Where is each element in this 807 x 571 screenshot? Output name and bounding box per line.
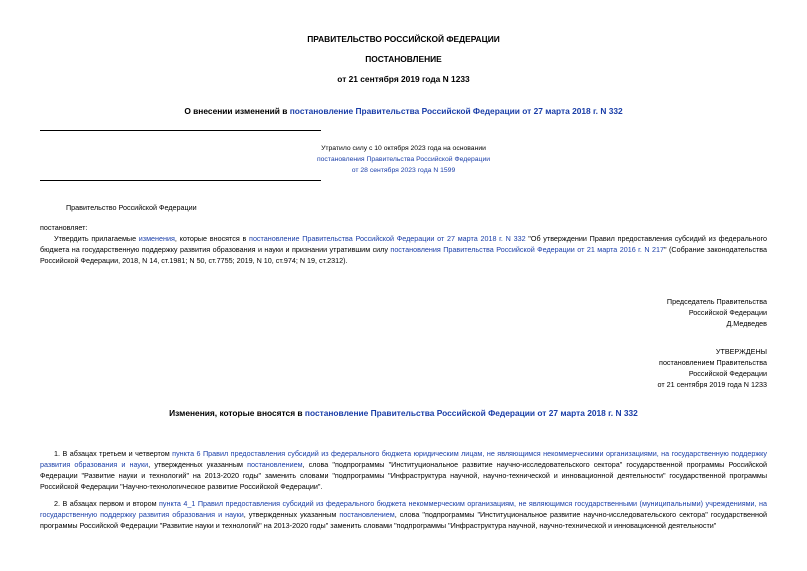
divider-top <box>40 130 321 131</box>
approved-line4: от 21 сентября 2019 года N 1233 <box>657 380 767 389</box>
changes-title-prefix: Изменения, которые вносятся в <box>169 408 305 418</box>
status-note-link-1[interactable]: постановления Правительства Российской Федерации <box>316 156 491 163</box>
preamble-decrees: постановляет: <box>40 223 88 232</box>
item1-text-3: , слова "подпрограммы "Институциональное развитие научно-исследовательского сектора" государственной программы Российской Федерации "Развитие науки и технологий" на 2013-2020 годы" заменить словами "подпрограммы "Инфраструктура научной, научно-технической и инновационной деятельности" государственной программы Российской Федерации "Научно-технологическое развитие Российской Федерации". <box>40 460 767 491</box>
item2-point-link[interactable]: пункта 4_1 Правил предоставления субсидий из федерального бюджета некоммерческим организациям, не являющимся государственными (муниципальными) учреждениями, на государственную поддержку развития образования и науки <box>40 499 768 519</box>
item1-point-link[interactable]: пункта 6 Правил предоставления субсидий из федерального бюджета юридическим лицам, не являющимся некоммерческими организациями, на государственную поддержку развития образования и науки <box>40 449 767 469</box>
main-text-2: , которые вносятся в <box>174 234 250 243</box>
preamble-government: Правительство Российской Федерации <box>66 203 197 212</box>
status-note-link-2[interactable]: от 28 сентября 2023 года N 1599 <box>351 167 456 174</box>
approved-line1: УТВЕРЖДЕНЫ <box>715 347 767 356</box>
main-paragraph <box>40 233 767 266</box>
status-note-line3 <box>0 165 807 176</box>
document-title <box>0 106 807 117</box>
item2-text-3: , слова "подпрограммы "Институциональное развитие научно-исследовательского сектора" государственной программы Российской Федерации "Развитие науки и технологий" на 2013-2020 годы" заменить словами "подпрограммы "Инфраструктура научной, научно-технической и инновационной деятельности" <box>40 510 767 530</box>
item1-text-1: 1. В абзацах третьем и четвертом <box>54 449 173 458</box>
header-doctype: ПОСТАНОВЛЕНИЕ <box>365 54 442 64</box>
approved-line2: постановлением Правительства <box>659 358 767 367</box>
item-2 <box>40 498 767 531</box>
status-note-line1: Утратило силу с 10 октября 2023 года на основании <box>321 145 486 152</box>
decree-332-link[interactable]: постановление Правительства Российской Федерации от 27 марта 2018 г. N 332 <box>249 234 526 243</box>
item1-decree-link[interactable]: постановлением <box>247 460 303 469</box>
status-note-line2 <box>0 154 807 165</box>
signature-line1: Председатель Правительства <box>666 297 767 306</box>
item1-text-2: , утвержденных указанным <box>148 460 248 469</box>
decree-217-link[interactable]: постановления Правительства Российской Федерации от 21 марта 2016 г. N 217 <box>390 245 664 254</box>
signature-name: Д.Медведев <box>726 319 767 328</box>
header-org: ПРАВИТЕЛЬСТВО РОССИЙСКОЙ ФЕДЕРАЦИИ <box>307 34 500 44</box>
main-text-4: " (Собрание законодательства Российской Федерации, 2018, N 14, ст.1981; N 50, ст.7755; 2019, N 10, ст.974; N 19, ст.2312). <box>40 245 767 265</box>
title-prefix: О внесении изменений в <box>184 106 290 116</box>
item2-decree-link[interactable]: постановлением <box>339 510 395 519</box>
changes-title-link[interactable]: постановление Правительства Российской Федерации от 27 марта 2018 г. N 332 <box>304 408 638 418</box>
main-text-1: Утвердить прилагаемые <box>54 234 139 243</box>
approved-line3: Российской Федерации <box>688 369 767 378</box>
title-link[interactable]: постановление Правительства Российской Федерации от 27 марта 2018 г. N 332 <box>289 106 623 116</box>
changes-title <box>0 408 807 419</box>
changes-link[interactable]: изменения <box>138 234 175 243</box>
item-1 <box>40 448 767 492</box>
header-date: от 21 сентября 2019 года N 1233 <box>337 74 470 84</box>
divider-bottom <box>40 180 321 181</box>
signature-line2: Российской Федерации <box>688 308 767 317</box>
main-text-3: "Об утверждении Правил предоставления субсидий из федерального бюджета на государственную поддержку развития образования и науки и признании утратившим силу <box>40 234 767 254</box>
item2-text-2: , утвержденных указанным <box>243 510 340 519</box>
item2-text-1: 2. В абзацах первом и втором <box>54 499 160 508</box>
